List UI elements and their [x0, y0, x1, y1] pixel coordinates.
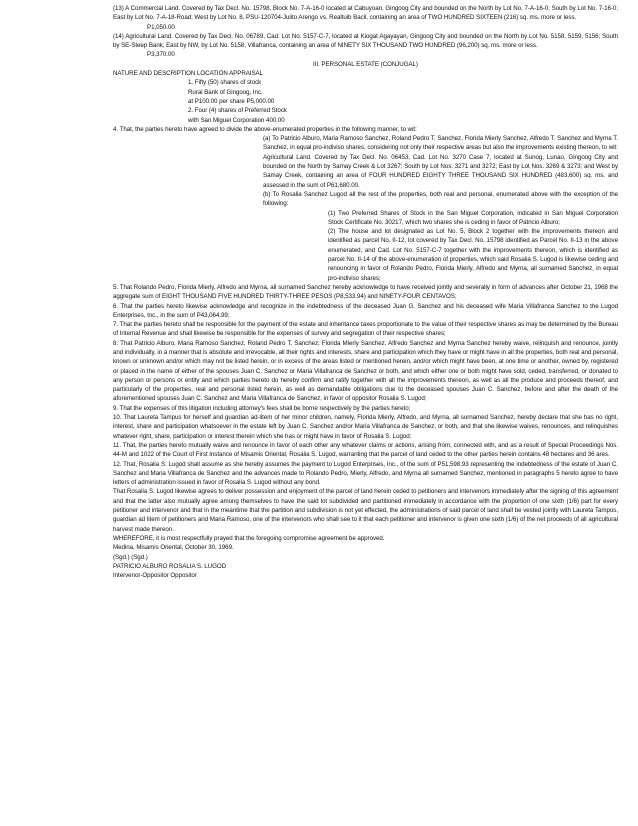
personal-estate-item-2: 2. Four (4) shares of Preferred Stock — [188, 107, 287, 115]
personal-estate-item-1: 1. Fifty (50) shares of stock — [188, 79, 262, 87]
property-14-description: (14) Agricultural Land. Covered by Tax Decl. No. 06789, Cad. Lot No. 5157-C-7, located at Kiogat Agayayan, Gingoog City and bounded on the North by Lot No. 5158, 5159, 5156; South by SE-Steep Bank; East by NW, by Lot No. 5158, Villafranca, containing an area of NINETY SIX THOUSAND TWO HUNDRED (96,200) sq. ms. more or less. — [113, 32, 618, 50]
paragraph-5: 5. That Rolando Pedro, Florida Mierly, Alfredo and Myrna, all surnamed Sanchez hereby acknowledge to have received jointly and severally in form of advances after October 21, 1968 the aggregate sum of EIGHT THOUSAND FIVE HUNDRED THIRTY-THREE PESOS (P8,533.94) and NINETY-FOUR CENTAVOS; — [113, 283, 618, 301]
paragraph-9: 9. That the expenses of this litigation including attorney's fees shall be borne respectively by the parties hereto; — [113, 404, 411, 412]
paragraph-4: 4. That, the parties hereto have agreed to divide the above-enumerated properties in the following manner, to wit: — [113, 125, 417, 133]
paragraph-4b-2: (2) The house and lot designated as Lot No. 5, Block 2 together with the improvements thereon and identified as parcel No. II-12, lot covered by Tax Decl. No. 15798 identified as Parcel No. II-13 in the above enumerated, and Cad. Lot No. 5157-C-7 together with the improvements thereon, which is identified as parcel No. II-14 of the above-enumeration of properties, which said Rosalia S. Lugod is likewise ceding and renouncing in favor of Rolando Pedro, Florida Mierly, Alfredo and Myrna, all surnamed Sanchez, in equal pro-indiviso shares; — [328, 228, 618, 282]
paragraph-8: 8. That Patricio Alburo, Maria Ramoso Sanchez, Roland Pedro T. Sanchez, Florida Mierly Sanchez, Alfredo Sanchez and Myrna Sanchez hereby waive, relinquish and renounce, jointly and individually, in a manner that is absolute and irrevocable, all their rights and interests, share and participation which they have or might have in all the properties, both real and personal, known or unknown and/or which may not be listed herein, or in excess of the areas listed or mentioned herein, and/or which might have been, at one time or another, owned by, registered or placed in the name of either of the spouses Juan C. Sanchez or Maria Villafranca de Sanchez or both, and which either one or both might have sold, ceded, transferred, or donated to any person or persons or entity and which parties hereto do hereby confirm and ratify together with all the improvements thereon, as well as all the produce and proceeds thereof, and particularly of the properties, real and personal listed herein, as well as demandable obligations due to the deceased spouses Juan C. Sanchez, before and after the death of the aforementioned spouses Juan C. Sanchez and Maria Villafranca de Sanchez, in favor of oppositor Rosalia S. Lugod; — [113, 339, 618, 403]
personal-estate-item-1-line-2: Rural Bank of Gingoog, Inc. — [188, 88, 263, 96]
paragraph-6: 6. That the parties hereto likewise acknowledge and recognize in the indebtedness of the deceased Juan G. Sanchez and his deceased wife Maria Villafranca Sanchez to the Lugod Enterprises, Inc., in the sum of P43,064.99; — [113, 302, 618, 319]
place-date: Medina, Misamis Oriental, October 30, 1969. — [113, 544, 234, 552]
paragraph-4b-1: (1) Two Preferred Shares of Stock in the San Miguel Corporation, indicated in San Miguel Corporation Stock Certificate No. 30217, which two shares she is ceding in favor of Patricio Alburo; — [328, 209, 618, 226]
paragraph-4b: (b) To Rosalia Sanchez Lugod all the rest of the properties, both real and personal, enumerated above with the exception of the following: — [263, 190, 618, 208]
signatory-roles: Intervenor-Oppositor Oppositor — [113, 572, 197, 580]
personal-estate-item-2-line-2: with San Miguel Corporation 400.00 — [188, 116, 285, 124]
personal-estate-item-1-line-3: at P100.00 per share P5,000.00 — [188, 97, 275, 105]
paragraph-4a: (a) To Patricio Alburo, Maria Ramoso Sanchez, Roland Pedro T. Sanchez, Florida Mierly Sanchez, Alfredo T. Sanchez and Myrna T. Sanchez, in equal pro-indiviso shares, considering not only their respective areas but also the improvements existing thereon, to wit: — [263, 135, 618, 152]
paragraph-4a-land: Agricultural Land. Covered by Tax Decl. No. 06453, Cad. Lot No. 3270 Case 7, located at Sunog, Lunao, Gingoog City and bounded on the North by Samay Creek & Lot 3267; South by Lot Nos. 3271 and 3272; East by Lot Nos. 3269 & 3273; and West by Samay Creek, containing an area of FOUR HUNDRED EIGHTY THREE THOUSAND SIX HUNDRED (483,600) sq. ms. and assessed in the sum of P61,680.00. — [263, 153, 618, 189]
paragraph-12: 12. That, Rosalia S. Lugod shall assume as she hereby assumes the payment to Lugod Enterprises, Inc., of the sum of P51,598.93 representing the indebtedness of the estate of Juan C. Sanchez and Maria Villafranca de Sanchez and the advances made to Rolando Pedro, Mierly, Alfredo, and Myrna all surnamed Sanchez, mentioned in paragraphs 5 hereto agree to have letters of administration issued in favor of Rosalia S. Lugod without any bond. — [113, 460, 618, 487]
paragraph-10: 10. That Laureta Tampus for herself and guardian ad-litem of her minor children, namely, Florida Mierly, Alfredo, and Myrna, all surnamed Sanchez, hereby declare that she has no right, interest, share and participation whatsoever in the estate left by Juan C. Sanchez and/or Maria Villafranca de Sanchez, or both, and that she likewise waives, renounces, and relinquishes whatever right, share, participation or interest therein which she has or might have in favor of Rosalia S. Lugod; — [113, 414, 618, 440]
nature-heading: NATURE AND DESCRIPTION LOCATION APPRAISAL — [113, 70, 264, 78]
property-14-value: P3,370.00 — [147, 51, 175, 59]
signature-line: (Sgd.) (Sgd.) — [113, 553, 148, 561]
property-13-value: P1,050.00 — [147, 23, 175, 31]
paragraph-13: That Rosalia S. Lugod likewise agrees to deliver possession and enjoyment of the parcel of land herein ceded to petitioners and intervenors immediately after the signing of this agreement and that the latter also mutually agree among themselves to have the said lot subdivided and partitioned immediately in accordance with the proportion of one sixth (1/6) part for every petitioner and intervenor and that in the meantime that the partition and subdivision is not yet effected, the administrations of said parcel of land shall be vested jointly with Laureta Tampos, guardian ad litem of petitioners and Maria Ramoso, one of the intervenors who shall see to it that each petitioner and intervenor is given one sixth (1/6) of the net proceeds of all agricultural harvest made thereon. — [113, 488, 618, 533]
wherefore-clause: WHEREFORE, it is most respectfully prayed that the foregoing compromise agreement be approved. — [113, 534, 385, 542]
paragraph-11: 11. That, the parties hereto mutually waive and renounce in favor of each other any whatever claims or actions, arising from, connected with, and as a result of Special Proceedings Nos. 44-M and 1022 of the Court of First Instance of Misamis Oriental, Rosalia S. Lugod, warranting that the parcel of land ceded to the other parties herein contains 48 hectares and 36 ares. — [113, 441, 618, 459]
section-heading: III. PERSONAL ESTATE (CONJUGAL) — [313, 60, 418, 68]
paragraph-7: 7. That the parties hereto shall be responsible for the payment of the estate and inheritance taxes proportionate to the value of their respective shares as may be determined by the Bureau of Internal Revenue and shall likewise be responsible for the expenses of survey and segregation of their respective shares; — [113, 321, 618, 338]
property-13-description: (13) A Commercial Land. Covered by Tax Decl. No. 15798, Block No. 7-A-16-0 located at Cabuyoan, Gingoog City and bounded on the North by Lot No. 7-A-16-0; South by Lot No. 7-16-0; East by Lot No. 7-A-18-Road; West by Lot No. 8, PSU-120704-Julito Arengo vs. Realtuib Bacil, containing an area of TWO HUNDRED SIXTEEN (216) sq. ms. more or less. — [113, 5, 618, 22]
signatory-names: PATRICIO ALBURO ROSALIA S. LUGOD — [113, 562, 227, 570]
